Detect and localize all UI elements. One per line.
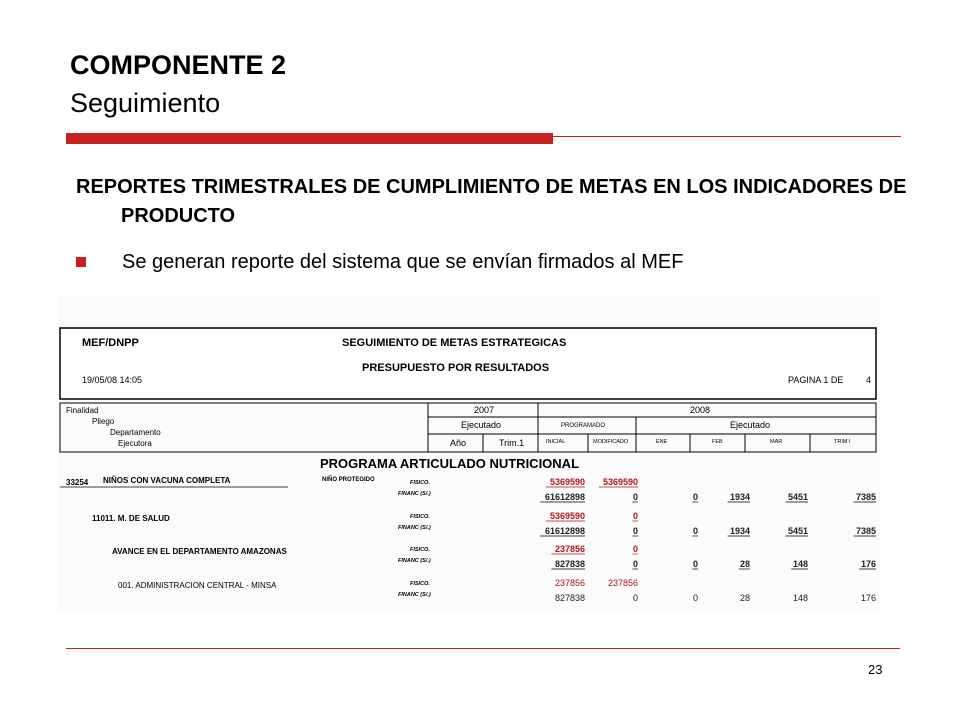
financ-value: 0 (632, 492, 638, 502)
financ-value: 28 (739, 559, 750, 569)
financ-value: 0 (632, 559, 638, 569)
financ-label: FINANC (S/.) (398, 558, 431, 564)
fisico-label: FISICO. (410, 514, 430, 520)
report-rows (92, 477, 876, 603)
financ-value: 827838 (554, 559, 585, 569)
indicator-unit: NIÑO PROTEGIDO (322, 477, 375, 483)
financ-value: 176 (860, 593, 876, 603)
fisico-label: FISICO. (410, 581, 430, 587)
financ-value: 1934 (729, 526, 750, 536)
bullet-square-icon (76, 257, 86, 267)
fisico-value: 5369590 (549, 511, 585, 521)
financ-value: 0 (692, 526, 698, 536)
financ-label: FINANC (S/.) (398, 491, 431, 497)
financ-value: 1934 (729, 492, 750, 502)
financ-value: 28 (739, 593, 750, 603)
financ-value: 61612898 (544, 492, 585, 502)
slide-subtitle: Seguimiento (70, 88, 221, 118)
programado-label: PROGRAMADO (561, 423, 606, 429)
fisico-value: 5369590 (549, 477, 585, 487)
financ-value: 0 (692, 593, 698, 603)
report-datetime: 19/05/08 14:05 (82, 375, 143, 385)
financ-value: 148 (792, 593, 808, 603)
bullet-text: Se generan reporte del sistema que se envían firmados al MEF (122, 251, 684, 273)
section-heading: REPORTES TRIMESTRALES DE CUMPLIMIENTO DE METAS EN LOS INDICADORES DE PRODUCTO (76, 176, 907, 227)
col-mar: MAR (770, 439, 783, 445)
col-trim: TRIM I (834, 439, 851, 445)
financ-value: 176 (860, 559, 876, 569)
financ-value: 5451 (787, 492, 808, 502)
fisico-label: FISICO. (410, 480, 430, 486)
program-title: PROGRAMA ARTICULADO NUTRICIONAL (320, 456, 580, 471)
title-divider-line (553, 136, 901, 137)
hier-finalidad: Finalidad (66, 406, 99, 415)
financ-label: FINANC (S/.) (398, 525, 431, 531)
financ-value: 61612898 (544, 526, 585, 536)
fisico-label: FISICO. (410, 547, 430, 553)
row-label: AVANCE EN EL DEPARTAMENTO AMAZONAS (112, 547, 287, 556)
col-ene: ENE (656, 439, 668, 445)
title-accent-bar (66, 133, 553, 144)
financ-value: 827838 (554, 593, 585, 603)
year-2007: 2007 (474, 405, 495, 415)
financ-value: 0 (692, 492, 698, 502)
page-number: 23 (868, 662, 883, 677)
report-page-total: 4 (866, 375, 872, 385)
fisico-value: 237856 (554, 544, 585, 554)
row-label: 11011. M. DE SALUD (92, 514, 170, 523)
ejecutado-2007: Ejecutado (461, 420, 502, 430)
financ-value: 0 (632, 526, 638, 536)
financ-value: 7385 (855, 526, 876, 536)
financ-value: 148 (792, 559, 808, 569)
indicator-name: NIÑOS CON VACUNA COMPLETA (103, 476, 231, 485)
col-inicial: INICIAL (546, 439, 566, 445)
fisico-value: 237856 (607, 578, 638, 588)
anio-label: Año (450, 438, 467, 448)
fisico-value: 0 (632, 511, 638, 521)
hier-pliego: Pliego (92, 417, 115, 426)
financ-value: 5451 (787, 526, 808, 536)
financ-value: 7385 (855, 492, 876, 502)
fisico-value: 237856 (554, 578, 585, 588)
report-page-label: PAGINA 1 DE (788, 375, 844, 385)
financ-value: 0 (632, 593, 638, 603)
col-modificado: MODIFICADO (593, 439, 629, 445)
ejecutado-2008: Ejecutado (730, 420, 771, 430)
report-image (58, 296, 880, 610)
report-org: MEF/DNPP (82, 337, 139, 349)
financ-label: FINANC (S/.) (398, 592, 431, 598)
col-feb: FEB (712, 439, 723, 445)
hier-departamento: Departamento (110, 428, 161, 437)
slide-title: COMPONENTE 2 (70, 50, 287, 80)
indicator-code: 33254 (66, 478, 89, 487)
report-subtitle: PRESUPUESTO POR RESULTADOS (362, 362, 550, 374)
fisico-value: 0 (632, 544, 638, 554)
row-label: 001. ADMINISTRACION CENTRAL - MINSA (118, 581, 277, 590)
trim-label: Trim.1 (499, 438, 525, 448)
footer-divider-line (66, 648, 900, 649)
report-title: SEGUIMIENTO DE METAS ESTRATEGICAS (342, 337, 567, 349)
year-2008: 2008 (690, 405, 711, 415)
fisico-value: 5369590 (602, 477, 638, 487)
financ-value: 0 (692, 559, 698, 569)
hier-ejecutora: Ejecutora (118, 439, 152, 448)
